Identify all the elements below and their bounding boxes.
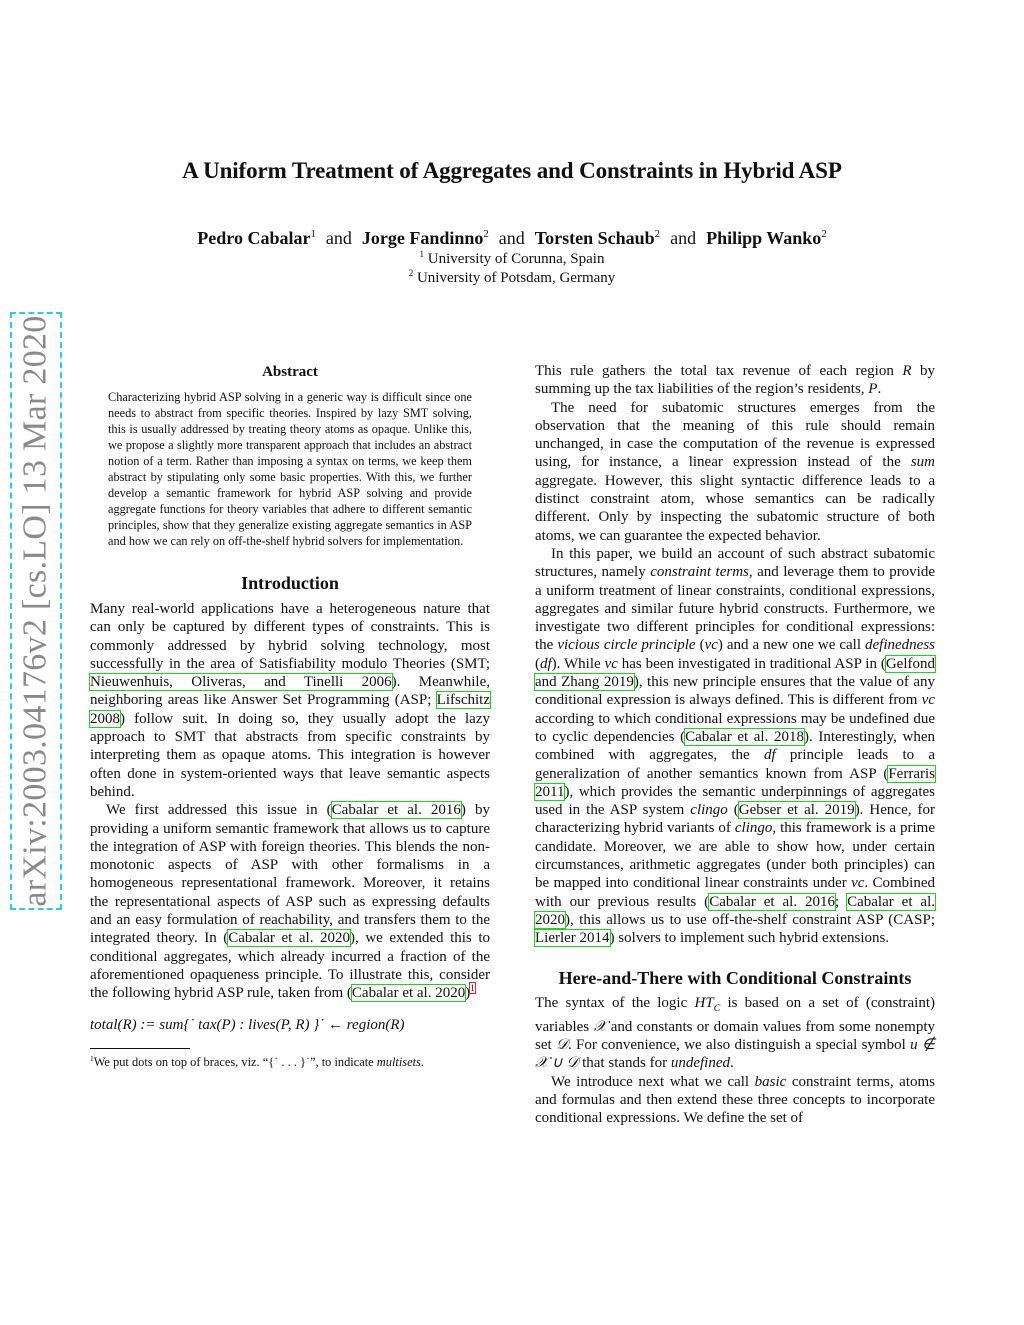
arxiv-stamp[interactable] bbox=[10, 312, 62, 910]
citation-link[interactable]: Cabalar et al. 2018 bbox=[685, 728, 804, 745]
author-list: Pedro Cabalar$^1$ and Jorge Fandinno$^2$ and Torsten Schaub$^2$ and Philipp Wanko$^2$ bbox=[197, 228, 827, 248]
arxiv-id: arXiv:2003.04176v2 [cs.LO] 13 Mar 2020 bbox=[17, 315, 55, 907]
footnote-divider bbox=[90, 1048, 190, 1049]
paragraph: The syntax of the logic $HT_C$ is based on a set of (constraint) variables 𝒳 and constants or domain values from some nonempty set 𝒟. For convenience, we also distinguish a special symbol u ∉ 𝒳 ∪ 𝒟 that stands for undefined. bbox=[535, 994, 936, 1072]
author-name: Pedro Cabalar bbox=[197, 228, 311, 248]
paragraph: The need for subatomic structures emerges from the observation that the meaning of this rule should remain unchanged, in case the computation of the revenue is expressed using, for instance, a linear expression instead of the sum aggregate. However, this slight syntactic difference leads to a distinct constraint atom, whose semantics can be radically different. Only by inspecting the subatomic structure of both atoms, we can guarantee the expected behavior. bbox=[535, 399, 935, 544]
right-column bbox=[535, 362, 935, 1128]
abstract-text: Characterizing hybrid ASP solving in a generic way is difficult since one needs to abstract from specific theories. Inspired by lazy SMT solving, this is usually addressed by treating theory atoms as opaque. Unlike this, we propose a slightly more transparent approach that includes an abstract notion of a term. Rather than imposing a syntax on terms, we keep them abstract by stipulating only some basic properties. With this, we further develop a semantic framework for hybrid ASP solving and provide aggregate functions for theory variables that adhere to different semantic principles, show that they generalize existing aggregate semantics in ASP and how we can rely on off-the-shelf hybrid solvers for implementation. bbox=[108, 390, 472, 548]
affiliation: $^1$ University of Corunna, Spain bbox=[419, 249, 605, 267]
footnote-link[interactable]: 1 bbox=[470, 983, 475, 994]
abstract-heading: Abstract bbox=[262, 364, 318, 380]
footnote: $^1$We put dots on top of braces, viz. “{˙ . . . }˙”, to indicate multisets. bbox=[90, 1053, 424, 1069]
citation-link[interactable]: Cabalar et al. 2016 bbox=[331, 802, 461, 819]
section-heading-here-and-there: Here-and-There with Conditional Constraints bbox=[558, 967, 912, 988]
citation-link[interactable]: Cabalar et al. 2016 bbox=[709, 893, 836, 910]
citation-link[interactable]: Ferraris 2011 bbox=[535, 765, 935, 800]
paper-title: A Uniform Treatment of Aggregates and Constraints in Hybrid ASP bbox=[182, 158, 842, 183]
affiliation: $^2$ University of Potsdam, Germany bbox=[408, 268, 616, 286]
author-name: Torsten Schaub bbox=[534, 228, 655, 248]
author-name: Philipp Wanko bbox=[706, 228, 822, 248]
paragraph: We first addressed this issue in (Cabalar et al. 2016) by providing a uniform semantic framework that allows us to capture the integration of ASP with foreign theories. This blends the non-monotonic aspects of ASP with other formalisms in a homogeneous representational framework. Moreover, it retains the representational aspects of ASP such as expressing defaults and an easy formulation of reachability, and transfers them to the integrated theory. In (Cabalar et al. 2020), we extended this to conditional aggregates, which already incurred a fraction of the aforementioned opaqueness principle. To illustrate this, consider the following hybrid ASP rule, taken from (Cabalar et al. 2020)$^1$ bbox=[90, 802, 491, 1002]
author-name: Jorge Fandinno bbox=[361, 228, 484, 248]
paragraph: Many real-world applications have a heterogeneous nature that can only be captured by different types of constraints. This is commonly addressed by hybrid solving technology, most successfully in the area of Satisfiability modulo Theories (SMT; Nieuwenhuis, Oliveras, and Tinelli 2006). Meanwhile, neighboring areas like Answer Set Programming (ASP; Lifschitz 2008) follow suit. In doing so, they usually adopt the lazy approach to SMT that abstracts from specific constraints by interpreting them as opaque atoms. This integration is however often done in system-oriented ways that leave semantic aspects behind. bbox=[90, 601, 490, 800]
citation-link[interactable]: Cabalar et al. 2020 bbox=[535, 893, 936, 928]
paragraph: We introduce next what we call basic constraint terms, atoms and formulas and then extend these three concepts to incorporate conditional expressions. We define the set of bbox=[535, 1073, 935, 1127]
citation-link[interactable]: Nieuwenhuis, Oliveras, and Tinelli 2006 bbox=[90, 674, 392, 691]
citation-link[interactable]: Cabalar et al. 2020 bbox=[228, 930, 351, 947]
citation-link[interactable]: Lierler 2014 bbox=[535, 930, 610, 947]
formula: total(R) := sum{˙ tax(P) : lives(P, R) }˙ ← region(R) bbox=[90, 1016, 405, 1033]
left-column bbox=[90, 362, 490, 1070]
section-heading-introduction: Introduction bbox=[241, 573, 339, 593]
citation-link[interactable]: Cabalar et al. 2020 bbox=[351, 985, 466, 1002]
citation-link[interactable]: Lifschitz 2008 bbox=[90, 692, 490, 727]
paragraph: In this paper, we build an account of such abstract subatomic structures, namely constraint terms, and leverage them to provide a uniform treatment of linear constraints, conditional expressions, aggregates and similar future hybrid constructs. Furthermore, we investigate two different principles for conditional expressions: the vicious circle principle (vc) and a new one we call definedness (df). While vc has been investigated in traditional ASP in (Gelfond and Zhang 2019), this new principle ensures that the value of any conditional expression is always defined. This is different from vc according to which conditional expressions may be undefined due to cyclic dependencies (Cabalar et al. 2018). Interestingly, when combined with aggregates, the df principle leads to a generalization of another semantics known from ASP (Ferraris 2011), which provides the semantic underpinnings of aggregates used in the ASP system clingo (Gebser et al. 2019). Hence, for characterizing hybrid variants of clingo, this framework is a prime candidate. Moreover, we are able to show how, under certain circumstances, arithmetic aggregates (under both principles) can be mapped into conditional linear constraints under vc. Combined with our previous results (Cabalar et al. 2016; Cabalar et al. 2020), this allows us to use off-the-shelf constraint ASP (CASP; Lierler 2014) solvers to implement such hybrid extensions. bbox=[535, 545, 936, 947]
paragraph: This rule gathers the total tax revenue of each region R by summing up the tax liabilities of the region’s residents, P. bbox=[535, 363, 935, 398]
citation-link[interactable]: Gelfond and Zhang 2019 bbox=[535, 655, 935, 691]
citation-link[interactable]: Gebser et al. 2019 bbox=[738, 802, 855, 819]
